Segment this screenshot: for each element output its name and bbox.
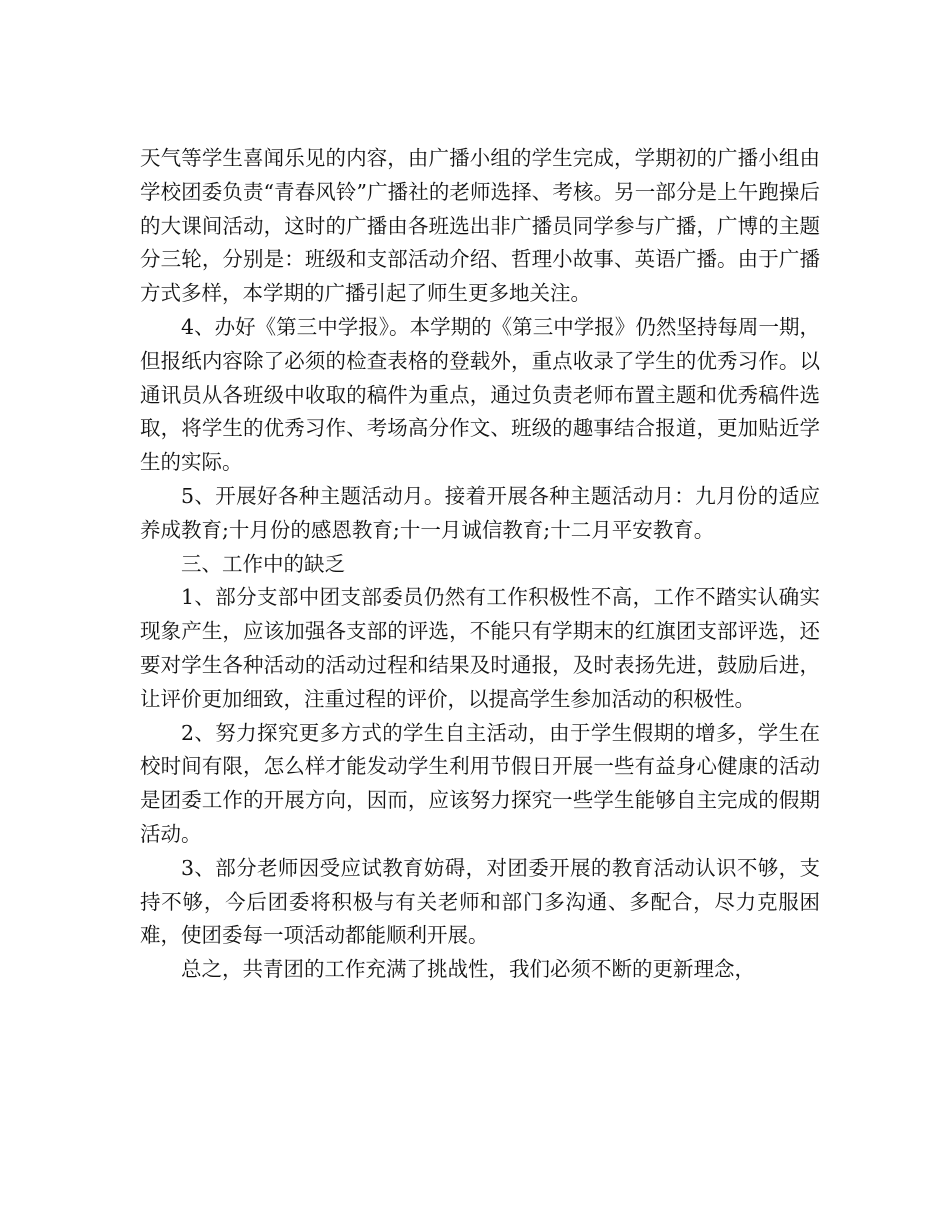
- paragraph-shortcoming-2: 2、努力探究更多方式的学生自主活动，由于学生假期的增多，学生在校时间有限，怎么样才能发动学生利用节假日开展一些有益身心健康的活动是团委工作的开展方向，因而，应该努力探究一些学生能够自主完成的假期活动。: [140, 720, 820, 846]
- paragraph-shortcoming-1: 1、部分支部中团支部委员仍然有工作积极性不高，工作不踏实认确实现象产生，应该加强各支部的评选，不能只有学期末的红旗团支部评选，还要对学生各种活动的活动过程和结果及时通报，及时表扬先进，鼓励后进，让评价更加细致，注重过程的评价，以提高学生参加活动的积极性。: [140, 585, 820, 711]
- paragraph-broadcast-continued: 天气等学生喜闻乐见的内容，由广播小组的学生完成，学期初的广播小组由学校团委负责“青春风铃”广播社的老师选择、考核。另一部分是上午跑操后的大课间活动，这时的广播由各班选出非广播员同学参与广播，广博的主题分三轮，分别是：班级和支部活动介绍、哲理小故事、英语广播。由于广播方式多样，本学期的广播引起了师生更多地关注。: [140, 146, 820, 306]
- paragraph-school-newspaper: 4、办好《第三中学报》。本学期的《第三中学报》仍然坚持每周一期，但报纸内容除了必须的检查表格的登载外，重点收录了学生的优秀习作。以通讯员从各班级中收取的稿件为重点，通过负责老师布置主题和优秀稿件选取，将学生的优秀习作、考场高分作文、班级的趣事结合报道，更加贴近学生的实际。: [140, 314, 820, 475]
- document-body: [140, 142, 820, 987]
- paragraph-shortcoming-3: 3、部分老师因受应试教育妨碍，对团委开展的教育活动认识不够，支持不够，今后团委将积极与有关老师和部门多沟通、多配合，尽力克服困难，使团委每一项活动都能顺利开展。: [140, 855, 820, 948]
- paragraph-conclusion: 总之，共青团的工作充满了挑战性，我们必须不断的更新理念，: [181, 957, 755, 982]
- section-heading-shortcomings: 三、工作中的缺乏: [181, 551, 345, 576]
- paragraph-theme-months: 5、开展好各种主题活动月。接着开展各种主题活动月：九月份的适应养成教育;十月份的感恩教育;十一月诚信教育;十二月平安教育。: [140, 483, 820, 542]
